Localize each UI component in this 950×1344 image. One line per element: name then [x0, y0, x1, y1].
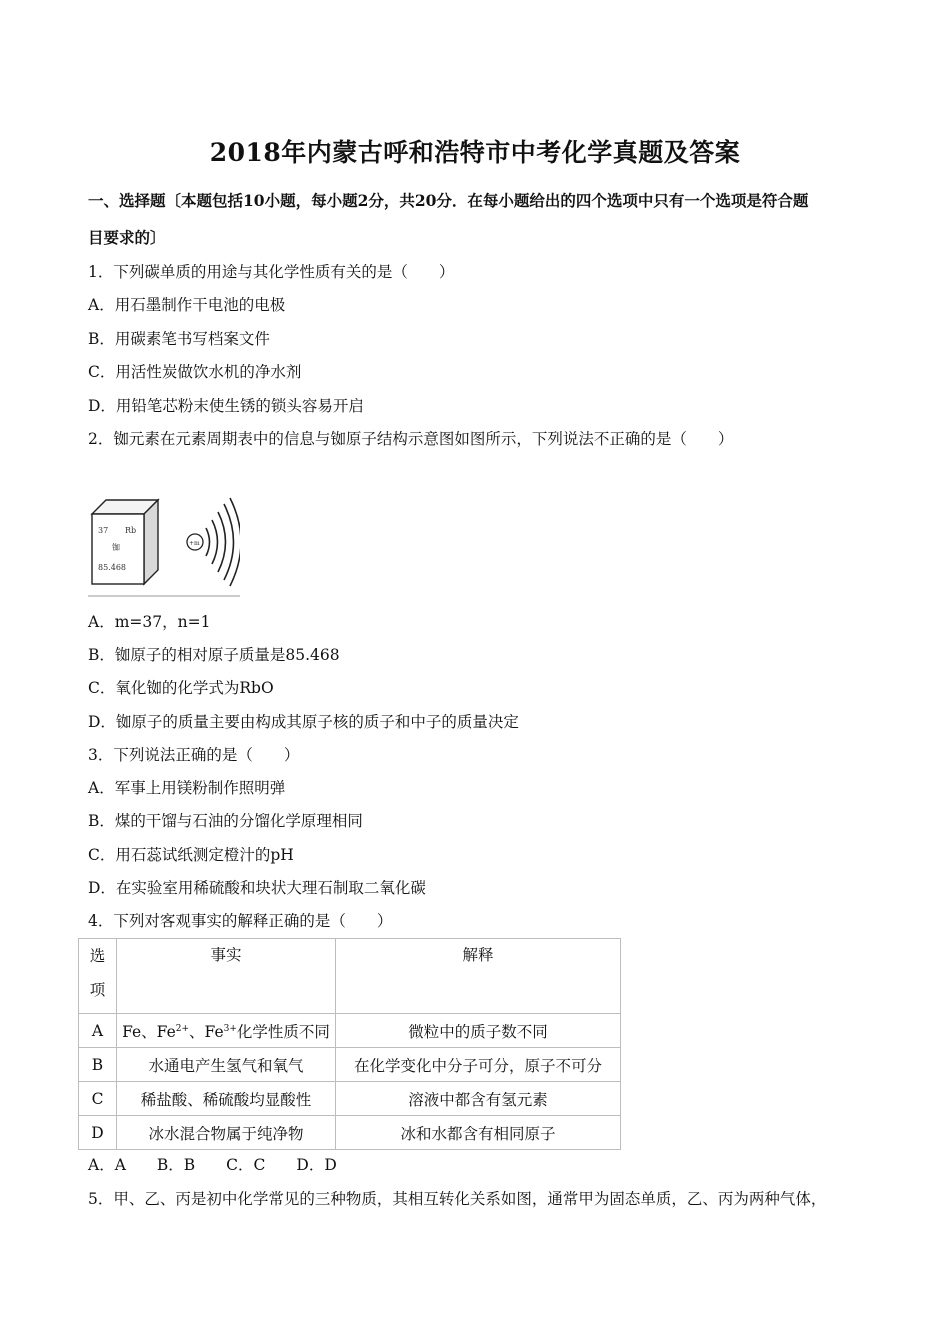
- table-row: [79, 1048, 621, 1082]
- row-fact: 水通电产生氢气和氧气: [117, 1048, 336, 1082]
- header-option-top: 选: [89, 947, 106, 965]
- element-name: 铷: [112, 543, 120, 552]
- section-heading-line1: 一、选择题〔本题包括10小题，每小题2分，共20分．在每小题给出的四个选项中只有一个选项是符合题: [88, 191, 809, 210]
- q3-option-d: D．在实验室用稀硫酸和块状大理石制取二氧化碳: [88, 879, 426, 897]
- q2-option-d: D．铷原子的质量主要由构成其原子核的质子和中子的质量决定: [88, 713, 519, 731]
- electron-shell-1: [206, 528, 210, 556]
- element-cell: [92, 500, 158, 584]
- row-explanation: 冰和水都含有相同原子: [336, 1116, 621, 1150]
- header-option-bottom: 项: [89, 981, 106, 999]
- nucleus-label: +m: [189, 540, 200, 547]
- rubidium-diagram: [88, 490, 240, 598]
- q3-option-c: C．用石蕊试纸测定橙汁的pH: [88, 846, 294, 864]
- table-header-row: [79, 939, 621, 1014]
- row-fact: 稀盐酸、稀硫酸均显酸性: [117, 1082, 336, 1116]
- q2-stem: 2．铷元素在元素周期表中的信息与铷原子结构示意图如图所示，下列说法不正确的是（ ）: [88, 430, 734, 448]
- row-explanation: 溶液中都含有氢元素: [336, 1082, 621, 1116]
- q2-option-c: C．氧化铷的化学式为RbO: [88, 679, 274, 697]
- rubidium-figure: [88, 490, 240, 598]
- q3-option-b: B．煤的干馏与石油的分馏化学原理相同: [88, 812, 363, 830]
- atom-structure: [187, 498, 240, 586]
- table-row: [79, 1116, 621, 1150]
- row-explanation: 在化学变化中分子可分，原子不可分: [336, 1048, 621, 1082]
- q1-option-d: D．用铅笔芯粉末使生锈的锁头容易开启: [88, 397, 364, 415]
- header-option: [79, 939, 117, 1014]
- q3-option-a: A．军事上用镁粉制作照明弹: [88, 779, 286, 797]
- row-explanation: 微粒中的质子数不同: [336, 1014, 621, 1048]
- row-option: B: [79, 1048, 117, 1082]
- electron-shell-5: [230, 498, 240, 586]
- q2-option-a: A．m=37，n=1: [88, 613, 211, 631]
- electron-shell-2: [212, 520, 218, 564]
- q1-option-b: B．用碳素笔书写档案文件: [88, 330, 270, 348]
- row-fact: Fe、$Fe^{2+}$、$Fe^{3+}$化学性质不同: [117, 1014, 336, 1048]
- row-option: D: [79, 1116, 117, 1150]
- header-explanation: 解释: [336, 939, 621, 1014]
- row-option: A: [79, 1014, 117, 1048]
- row-option: C: [79, 1082, 117, 1116]
- q5-stem: 5．甲、乙、丙是初中化学常见的三种物质，其相互转化关系如图，通常甲为固态单质，乙、丙为两种气体，: [88, 1190, 827, 1208]
- electron-shell-3: [218, 512, 226, 572]
- section-heading-line2: 目要求的〕: [88, 228, 166, 247]
- facts-table: [78, 938, 621, 1150]
- q1-option-c: C．用活性炭做饮水机的净水剂: [88, 363, 302, 381]
- q2-option-b: B．铷原子的相对原子质量是85.468: [88, 646, 340, 664]
- element-number: 37: [98, 526, 109, 535]
- q1-stem: 1．下列碳单质的用途与其化学性质有关的是（ ）: [88, 263, 455, 281]
- q4-stem: 4．下列对客观事实的解释正确的是（ ）: [88, 912, 393, 930]
- row-fact: 冰水混合物属于纯净物: [117, 1116, 336, 1150]
- q3-stem: 3．下列说法正确的是（ ）: [88, 746, 300, 764]
- header-fact: 事实: [117, 939, 336, 1014]
- page-title: 2018年内蒙古呼和浩特市中考化学真题及答案: [209, 138, 741, 167]
- q1-option-a: A．用石墨制作干电池的电极: [88, 296, 286, 314]
- element-symbol: Rb: [125, 526, 137, 535]
- table-row: [79, 1014, 621, 1048]
- q4-answer-options: A．A B．B C．C D．D: [88, 1156, 337, 1174]
- element-mass: 85.468: [98, 563, 126, 572]
- table-row: [79, 1082, 621, 1116]
